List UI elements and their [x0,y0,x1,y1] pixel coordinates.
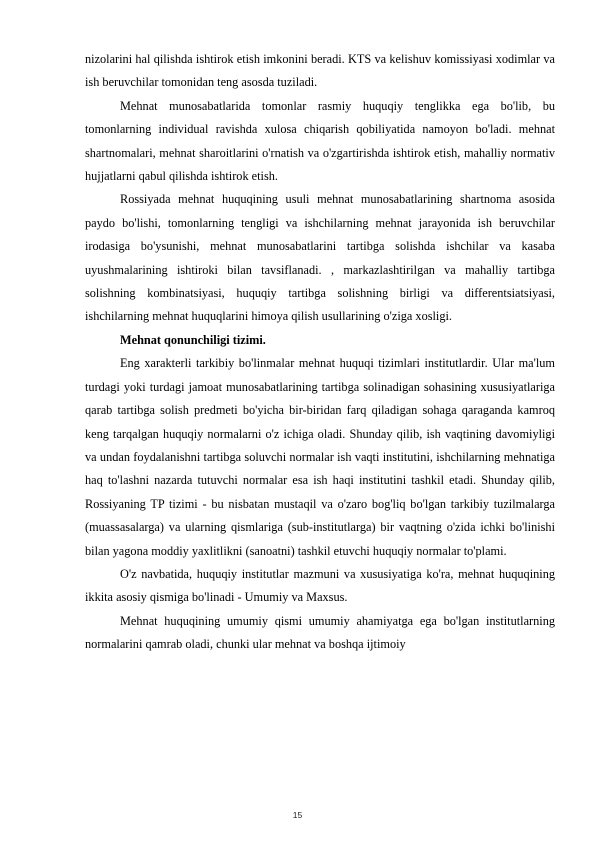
page-number: 15 [292,810,303,820]
section-heading: Mehnat qonunchiligi tizimi. [120,332,266,347]
paragraph-mehnat-huquqi-usuli: Rossiyada mehnat huquqining usuli mehnat munosabatlarining shartnoma asosida paydo bo'lishi, tomonlarning tengligi va ishchilarning mehnat jarayonida ish beruvchilar irodasiga bo'ysunishi, mehnat munosabatlarini tartibga solishda ishchilar va kasaba uyushmalarining ishtiroki bilan tavsiflanadi. , markazlashtirilgan va mahalliy tartibga solishning kombinatsiyasi, huquqiy tartibga solishning birligi va differentsiatsiyasi, ishchilarning mehnat huquqlarini himoya qilish usullarining o'ziga xosligi. [85,192,555,324]
paragraph-continuation: nizolarini hal qilishda ishtirok etish imkonini beradi. KTS va kelishuv komissiyasi xodimlar va ish beruvchilar tomonidan teng asosda tuziladi. [85,52,555,90]
document-page [85,48,555,657]
paragraph-umumiy-qism: Mehnat huquqining umumiy qismi umumiy ahamiyatga ega bo'lgan institutlarning normalarini qamrab oladi, chunki ular mehnat va boshqa ijtimoiy [85,613,555,652]
paragraph-tomonlar-tengligi: Mehnat munosabatlarida tomonlar rasmiy huquqiy tenglikka ega bo'lib, bu tomonlarning individual ravishda xulosa chiqarish qobiliyatida namoyon bo'ladi. mehnat shartnomalari, mehnat sharoitlarini o'rnatish va o'zgartirishda ishtirok etish, mahalliy normativ hujjatlarni qabul qilishda ishtirok etish. [85,98,555,184]
paragraph-institutlar: Eng xarakterli tarkibiy bo'linmalar mehnat huquqi tizimlari institutlardir. Ular ma'lum turdagi yoki turdagi jamoat munosabatlarining tartibga solinadigan sohasining xususiyatlariga qarab tartibga solish predmeti bo'yicha bir-biridan farq qiladigan sohaga qaraganda kamroq keng tarqalgan huquqiy normalarni o'z ichiga oladi. Shunday qilib, ish vaqtining davomiyligi va undan foydalanishni tartibga soluvchi normalar ish vaqti institutini, ishchilarning mehnatiga haq to'lashni nazarda tutuvchi normalar esa ish haqi institutini tashkil etadi. Shunday qilib, Rossiyaning TP tizimi - bu nisbatan mustaqil va o'zaro bog'liq bo'lgan tarkibiy tuzilmalarga (muassasalarga) va ularning qismlariga (sub-institutlarga) bir vaqtning o'zida ichki bo'linishi bilan yagona moddiy yaxlitlikni (sanoatni) tashkil etuvchi huquqiy normalar to'plami. [85,356,555,558]
paragraph-umumiy-maxsus: O'z navbatida, huquqiy institutlar mazmuni va xususiyatiga ko'ra, mehnat huquqining ikkita asosiy qismiga bo'linadi - Umumiy va Maxsus. [85,566,555,605]
